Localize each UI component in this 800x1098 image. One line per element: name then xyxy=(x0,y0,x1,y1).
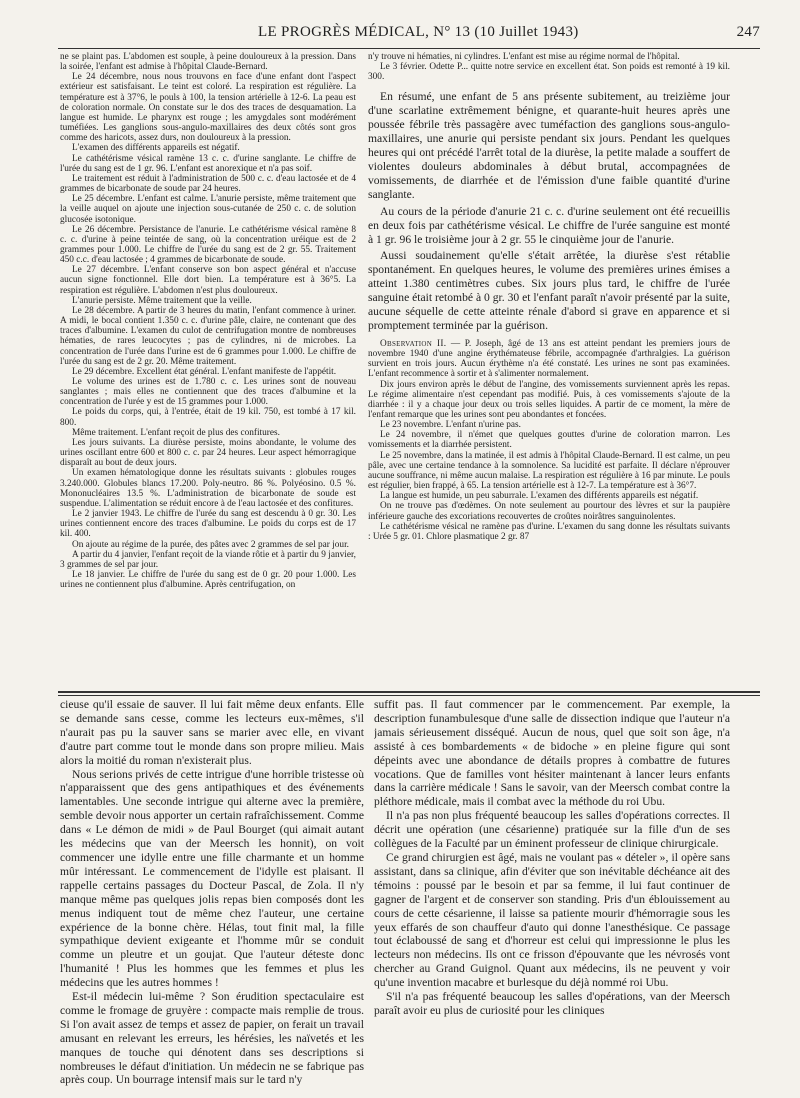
paragraph: Le volume des urines est de 1.780 c. c. Les urines sont de nouveau sanglantes ; mais elles ne contiennent que des traces d'albumine et la concentration de l'urée y est de 15 grammes pour 1.000. xyxy=(60,377,356,408)
paragraph: On ne trouve pas d'œdèmes. On note seulement au pourtour des lèvres et sur la paupière inférieure gauche des excoriations recouvertes de croûtes noirâtres sanguinolentes. xyxy=(368,501,730,522)
paragraph: cieuse qu'il essaie de sauver. Il lui fait même deux enfants. Elle se demande sans cesse, comme les lecteurs eux-mêmes, s'il n'aurait pas pu la sauver sans se marier avec elle, en vivant d'autre part comme tout le monde dans son propre milieu. Mais alors la moitié du roman n'existerait plus. xyxy=(60,698,364,767)
paragraph: Est-il médecin lui-même ? Son érudition spectaculaire est comme le fromage de gruyère : compacte mais remplie de trous. Si l'on avait assez de temps et assez de papier, on ferait un travail amusant en relevant les erreurs, les hérésies, les naïvetés et les manques de touche qui dénotent dans ses descriptions si nombreuses le défaut d'initiation. Un médecin ne se fabrique pas après coup. Un bourrage intensif mais sur le tard n'y xyxy=(60,990,364,1087)
section-divider xyxy=(58,691,760,693)
journal-title: LE PROGRÈS MÉDICAL, N° 13 (10 Juillet 1943) xyxy=(258,24,579,40)
running-header xyxy=(60,24,760,44)
paragraph: Le 25 décembre. L'enfant est calme. L'anurie persiste, même traitement que la veille auquel on ajoute une injection sous-cutanée de 250 c. c. de solution glucosée isotonique. xyxy=(60,194,356,225)
paragraph: On ajoute au régime de la purée, des pâtes avec 2 grammes de sel par jour. xyxy=(72,539,349,550)
paragraph: suffit pas. Il faut commencer par le commencement. Par exemple, la description funambulesque d'une salle de dissection indique que l'auteur n'a jamais sérieusement disséqué. Aucun de nous, quel que soit son âge, n'a assisté à ces bombardements « de bidoche » en pleine figure qui sont dépeints avec une abondance de détails propres à combattre de futures vocations. Que de familles vont hésiter maintenant à lancer leurs enfants dans la carrière médicale ! Sans le savoir, van der Meersch combat contre la pléthore médicale, mais il combat avec la méthode du roi Ubu. xyxy=(374,698,730,809)
paragraph: Le 29 décembre. Excellent état général. L'enfant manifeste de l'appétit. xyxy=(72,366,337,377)
observation-heading: Observation II. xyxy=(380,338,447,349)
column-4 xyxy=(374,698,730,1093)
paragraph: Le poids du corps, qui, à l'entrée, était de 19 kil. 750, est tombé à 17 kil. 800. xyxy=(60,407,356,428)
paragraph: Ce grand chirurgien est âgé, mais ne voulant pas « dételer », il opère sans assistant, dans sa clinique, afin d'éviter que son inévitable déchéance ait des témoins : poussé par le besoin et par sa femme, il lui faut continuer de gagner de l'argent et de conserver son standing. Pris d'un éblouissement au cours de cette césarienne, il laisse sa patiente mourir d'hémorragie sous les yeux effarés de son chauffeur d'auto qui donne l'anesthésique. Ce passage tout éclaboussé de sang et d'horreur est celui qui impressionne le plus les lecteurs non médecins. Ils ont ce frisson d'épouvante que les névrosés vont chercher au Grand Guignol. Quant aux médecins, ils ne peuvent y voir qu'une invention macabre et burlesque du déjà nommé roi Ubu. xyxy=(374,850,730,990)
paragraph: Nous serions privés de cette intrigue d'une horrible tristesse où n'apparaissent que des gens antipathiques et des événements lamentables. Une seconde intrigue qui alterne avec la première, semble devoir nous apporter un certain rafraîchissement. Comme dans « Le démon de midi » de Paul Bourget (qui aimait autant les médecins que van der Meersch les honnit), on voit commencer une idylle entre une fille charmante et un homme mûr intéressant. Le commencement de l'idylle est plaisant. Il rappelle certains passages du Docteur Pascal, de Zola. Il n'y manque même pas quelques jolis repas bien composés dont les menus indiquent tout de même chez l'auteur, une certaine expérience de la bonne chère. Hélas, tout finit mal, la fille sympathique devient exigeante et l'homme mûr se conduit comme un pleutre et un goujat. Que l'auteur déteste donc l'humanité ! Plus les hommes que les femmes et plus les médecins que les autres hommes ! xyxy=(60,767,364,990)
paragraph: Le cathétérisme vésical ne ramène pas d'urine. L'examen du sang donne les résultats suivants : Urée 5 gr. 01. Chlore plasmatique 2 gr. 87 xyxy=(368,521,730,542)
paragraph: Le 28 décembre. A partir de 3 heures du matin, l'enfant commence à uriner. A midi, le bocal contient 1.350 c. c. d'urine pâle, claire, ne contenant que des traces d'albumine. L'examen du culot de centrifugation montre de nombreuses hématies, de rares leucocytes ; pas de cylindres, ni de microbes. La concentration de l'urée dans l'urine est de 6 grammes pour 1.000. Le chiffre de l'urée du sang est de 2 gr. 20. Même traitement. xyxy=(60,305,356,367)
observation-ii xyxy=(368,339,730,542)
summary-block xyxy=(368,90,730,332)
section-divider-thin xyxy=(58,695,760,696)
paragraph: n'y trouve ni hématies, ni cylindres. L'enfant est mise au régime normal de l'hôpital. xyxy=(368,52,680,62)
column-3 xyxy=(60,698,364,1093)
paragraph: Le 23 novembre. L'enfant n'urine pas. xyxy=(380,420,521,431)
paragraph: Le traitement est réduit à l'administration de 500 c. c. d'eau lactosée et de 4 grammes de bicarbonate de soude par 24 heures. xyxy=(60,173,356,195)
paragraph xyxy=(368,339,730,380)
paragraph: Les jours suivants. La diurèse persiste, moins abondante, le volume des urines oscillant entre 600 et 800 c. c. par 24 heures. Leur aspect hémorragique disparaît au bout de deux jours. xyxy=(60,437,356,469)
paragraph: Le cathétérisme vésical ramène 13 c. c. d'urine sanglante. Le chiffre de l'urée du sang est de 1 gr. 96. L'enfant est anorexique et n'a pas soif. xyxy=(60,153,356,174)
paragraph: Le 24 novembre, il n'émet que quelques gouttes d'urine de coloration marron. Les vomissements et la diarrhée persistent. xyxy=(368,430,730,451)
paragraph: Il n'a pas non plus fréquenté beaucoup les salles d'opérations correctes. Il décrit une opération (une césarienne) pratiquée sur la fille d'un de ses collègues de la Faculté par un éminent professeur de clinique chirurgicale. xyxy=(374,809,730,851)
paragraph: Le 2 janvier 1943. Le chiffre de l'urée du sang est descendu à 0 gr. 30. Les urines contiennent encore des traces d'albumine. Le poids du corps est de 17 kil. 400. xyxy=(60,509,356,540)
paragraph: Le 24 décembre, nous nous trouvons en face d'une enfant dont l'aspect extérieur est satisfaisant. Le teint est coloré. La respiration est régulière. La température est à 37°6, le pouls à 100, la tension artérielle à 12-6. La peau est de coloration normale. On constate sur le dos des traces de desquamation. La langue est humide. Le pharynx est rouge ; les amygdales sont modérément tuméfiées. Les ganglions sous-angulo-maxillaires des deux côtés sont gros comme des haricots, assez durs, non douloureux à la pression. xyxy=(60,72,356,144)
paragraph: Le 26 décembre. Persistance de l'anurie. Le cathétérisme vésical ramène 8 c. c. d'urine à peine teintée de sang, où la concentration uréique est de 2 grammes pour 1.000. Le chiffre de l'urée du sang est de 2 gr. 55. Traitement 450 c.c. d'eau lactosée ; 4 grammes de bicarbonate de soude. xyxy=(60,224,356,266)
page-number: 247 xyxy=(736,24,760,40)
observation-text: — P. Joseph, âgé de 13 ans est atteint pendant les premiers jours de novembre 1940 d'une angine érythémateuse fébrile, accompagnée d'arthralgies. La guérison survient en trois jours. Aucun érythème n'a été constaté. Les urines ne sont pas examinées. L'enfant recommence à sortir et à s'alimenter normalement. xyxy=(368,338,730,380)
header-rule xyxy=(58,48,760,49)
paragraph: Dix jours environ après le début de l'angine, des vomissements surviennent après les repas. Le régime alimentaire n'est cependant pas modifié. Puis, à ces vomissements s'ajoute de la diarrhée : il y a chaque jour deux ou trois selles liquides. A partir de ce moment, la mère de l'enfant remarque que les urines sont peu abondantes et foncées. xyxy=(368,379,730,420)
paragraph: L'examen des différents appareils est négatif. xyxy=(72,143,240,154)
observation-end xyxy=(368,52,730,82)
paragraph: Aussi soudainement qu'elle s'était arrêtée, la diurèse s'est rétablie spontanément. En quelques heures, le volume des premières urines émises a atteint 1.380 centimètres cubes. Six jours plus tard, le chiffre de l'urée sanguine était retombé à 0 gr. 30 et l'enfant paraît n'avoir présenté par la suite, aucune séquelle de cette atteinte rénale d'abord si grave en apparence et si promptement terminée par la guérison. xyxy=(368,249,730,332)
paragraph: Le 27 décembre. L'enfant conserve son bon aspect général et n'accuse aucun signe fonctionnel. Elle dort bien. La température est à 36°5. La respiration est régulière. L'abdomen n'est plus douloureux. xyxy=(60,265,356,296)
paragraph: Le 18 janvier. Le chiffre de l'urée du sang est de 0 gr. 20 pour 1.000. Les urines ne contiennent plus d'albumine. Après centrifugation, on xyxy=(60,569,356,591)
paragraph: Au cours de la période d'anurie 21 c. c. d'urine seulement ont été recueillis en deux fois par cathétérisme vésical. Le chiffre de l'urée sanguine est monté à 1 gr. 96 le troisième jour à 2 gr. 55 le cinquième jour de l'anurie. xyxy=(368,204,730,246)
paragraph: En résumé, une enfant de 5 ans présente subitement, au treizième jour d'une scarlatine extrêmement bénigne, et quarante-huit heures après une poussée fébrile très passagère avec tuméfaction des ganglions sous-angulo-maxillaires, une anurie qui persiste pendant six jours. Pendant les quelques heures qui ont précédé l'arrêt total de la diurèse, la petite malade a souffert de violentes douleurs abdominales à début brutal, accompagnées de vomissements, de diarrhée et de l'émission d'une faible quantité d'urine sanglante. xyxy=(368,90,730,201)
paragraph: La langue est humide, un peu saburrale. L'examen des différents appareils est négatif. xyxy=(380,491,699,502)
paragraph: Même traitement. L'enfant reçoit de plus des confitures. xyxy=(72,427,280,438)
paragraph: S'il n'a pas fréquenté beaucoup les salles d'opérations, van der Meersch paraît avoir eu plus de curiosité pour les cliniques xyxy=(374,990,730,1017)
paragraph: ne se plaint pas. L'abdomen est souple, à peine douloureux à la pression. Dans la soirée, l'enfant est admise à l'hôpital Claude-Bernard. xyxy=(60,52,356,73)
column-2 xyxy=(368,52,730,682)
paragraph: Le 25 novembre, dans la matinée, il est admis à l'hôpital Claude-Bernard. Il est calme, un peu pâle, avec une certaine tendance à la somnolence. Sa lucidité est parfaite. Il déclare n'éprouver aucune souffrance, ni même aucun malaise. La respiration est régulière à 16 par minute. Le pouls est régulier, bien frappé, à 65. La tension artérielle est à 12-7. La température est à 36°7. xyxy=(368,450,730,492)
paragraph: A partir du 4 janvier, l'enfant reçoit de la viande rôtie et à partir du 9 janvier, 3 grammes de sel par jour. xyxy=(60,549,356,570)
column-1 xyxy=(60,52,356,682)
paragraph: Un examen hématologique donne les résultats suivants : globules rouges 3.240.000. Globules blancs 17.200. Poly-neutro. 86 %. Polyéosino. 0.5 %. Mononucléaires 13.5 %. L'administration de bicarbonate de soude est suspendue. L'alimentation se réduit encore à de l'eau lactosée et des confitures. xyxy=(60,468,356,509)
paragraph: L'anurie persiste. Même traitement que la veille. xyxy=(72,295,252,306)
paragraph: Le 3 février. Odette P... quitte notre service en excellent état. Son poids est remonté à 19 kil. 300. xyxy=(368,62,730,83)
